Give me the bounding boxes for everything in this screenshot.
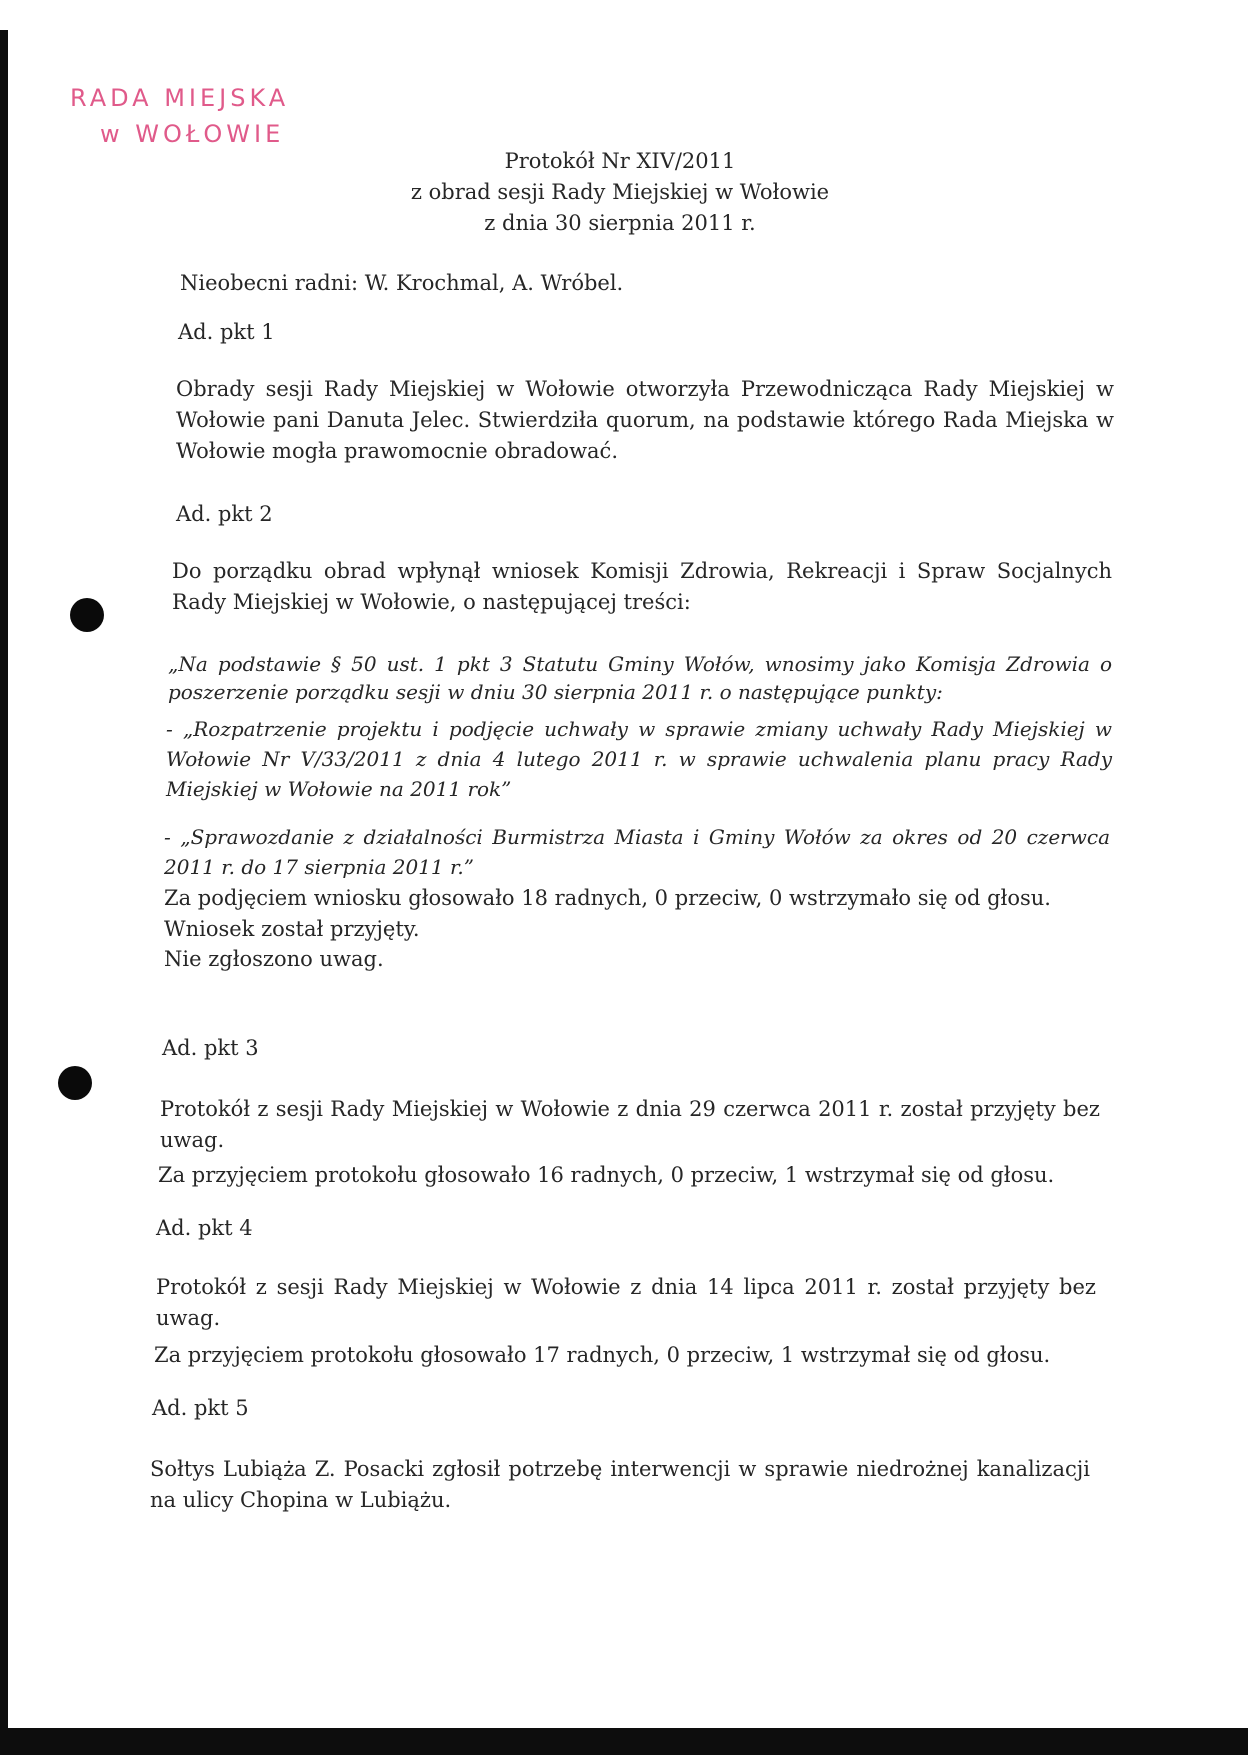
section-title-pkt1: Ad. pkt 1 [178,320,275,344]
section-title-pkt3: Ad. pkt 3 [162,1036,259,1060]
motion-quote-intro: „Na podstawie § 50 ust. 1 pkt 3 Statutu Gminy Wołów, wnosimy jako Komisja Zdrowia o poszerzenie porządku sesji w dniu 30 sierpnia 2011 r. o następujące punkty: [168,652,1112,704]
stamp-line-2: w WOŁOWIE [100,120,285,148]
absent-councillors: Nieobecni radni: W. Krochmal, A. Wróbel. [180,271,624,295]
section-title-pkt2: Ad. pkt 2 [176,502,273,526]
section-text-pkt3: Protokół z sesji Rady Miejskiej w Wołowie z dnia 29 czerwca 2011 r. został przyjęty bez uwag. [160,1097,1100,1152]
motion-vote: Za podjęciem wniosku głosowało 18 radnych, 0 przeciw, 0 wstrzymało się od głosu. [164,886,1051,910]
section-vote-pkt4: Za przyjęciem protokołu głosowało 17 radnych, 0 przeciw, 1 wstrzymał się od głosu. [154,1343,1051,1367]
section-title-pkt5: Ad. pkt 5 [152,1396,249,1420]
stamp-line-1: RADA MIEJSKA [70,84,290,112]
section-text-pkt5: Sołtys Lubiąża Z. Posacki zgłosił potrzebę interwencji w sprawie niedrożnej kanalizacji na ulicy Chopina w Lubiążu. [150,1457,1090,1512]
section-text-pkt2: Do porządku obrad wpłynął wniosek Komisji Zdrowia, Rekreacji i Spraw Socjalnych Rady Miejskiej w Wołowie, o następującej treści: [172,559,1112,614]
section-title-pkt4: Ad. pkt 4 [156,1216,253,1240]
motion-remarks: Nie zgłoszono uwag. [164,947,384,971]
punch-hole-top [70,598,104,632]
heading-line-1: Protokół Nr XIV/2011 [504,149,736,173]
council-stamp [70,80,289,152]
heading-line-3: z dnia 30 sierpnia 2011 r. [484,211,756,235]
motion-quote-point-2: - „Sprawozdanie z działalności Burmistrza Miasta i Gminy Wołów za okres od 20 czerwca 2011 r. do 17 sierpnia 2011 r.” [164,825,1110,879]
section-vote-pkt3: Za przyjęciem protokołu głosowało 16 radnych, 0 przeciw, 1 wstrzymał się od głosu. [158,1163,1055,1187]
document-heading [380,146,860,239]
section-text-pkt1: Obrady sesji Rady Miejskiej w Wołowie otworzyła Przewodnicząca Rady Miejskiej w Wołowie pani Danuta Jelec. Stwierdziła quorum, na podstawie którego Rada Miejska w Wołowie mogła prawomocnie obradować. [176,377,1114,463]
scan-edge-left [0,30,8,1730]
heading-line-2: z obrad sesji Rady Miejskiej w Wołowie [410,180,830,204]
motion-quote-point-1: - „Rozpatrzenie projektu i podjęcie uchwały w sprawie zmiany uchwały Rady Miejskiej w Wołowie Nr V/33/2011 z dnia 4 lutego 2011 r. w sprawie uchwalenia planu pracy Rady Miejskiej w Wołowie na 2011 rok” [166,717,1112,801]
scan-edge-bottom [0,1728,1248,1755]
section-text-pkt4: Protokół z sesji Rady Miejskiej w Wołowie z dnia 14 lipca 2011 r. został przyjęty bez uwag. [156,1275,1096,1330]
motion-accepted: Wniosek został przyjęty. [164,917,420,941]
punch-hole-bottom [58,1066,92,1100]
